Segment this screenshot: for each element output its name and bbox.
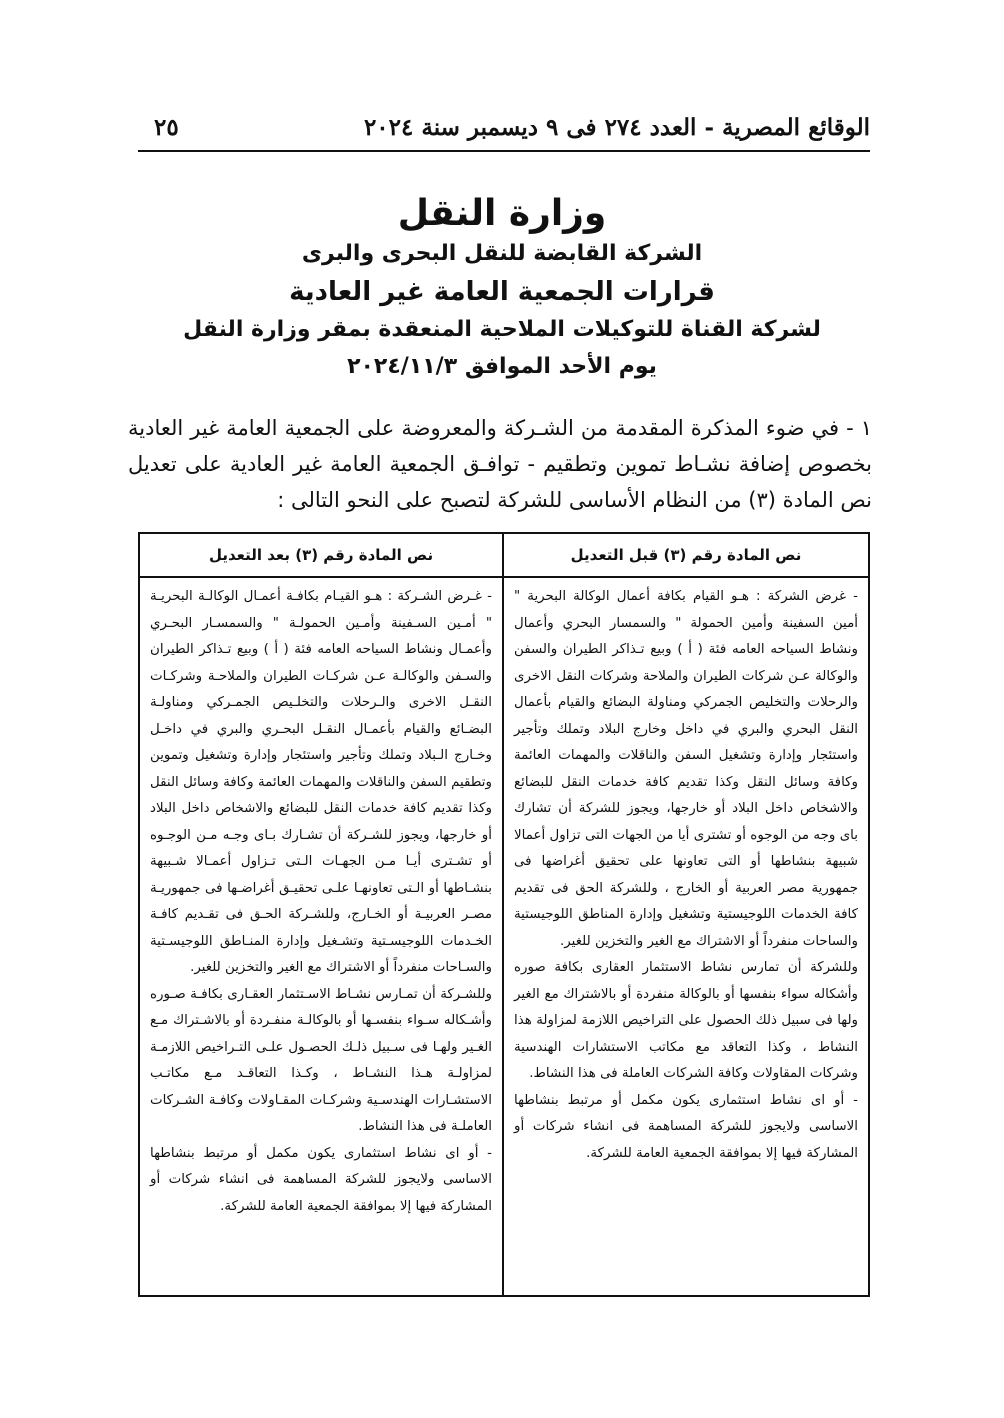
column-after-body [140,578,502,1226]
page-header [138,112,870,152]
meeting-date: يوم الأحد الموافق ٢٠٢٤/١١/٣ [347,354,657,379]
column-before-heading: نص المادة رقم (٣) قبل التعديل [504,534,868,578]
after-paragraph-2: وللشـركة أن تمـارس نشـاط الاسـتثمار العقـارى بكافـة صـوره وأشـكاله سـواء بنفسـها أو بالوكالـة منفـردة أو بالاشـتراك مـع الغـير ولهـا فى سـبيل ذلـك الحصـول علـى التـراخيص اللازمـة لمزاولـة هـذا النشـاط ، وكـذا التعاقـد مـع مكاتـب الاستشـارات الهندسـية وشركـات المقـاولات وكافـة الشـركات العاملـة فى هذا النشاط. [150,986,492,1134]
column-after-heading: نص المادة رقم (٣) بعد التعديل [140,534,502,578]
company-title: الشركة القابضة للنقل البحرى والبرى [301,241,703,266]
after-paragraph-3: - أو اى نشاط استثمارى يكون مكمل أو مرتبط بنشاطها الاساسى ولايجوز للشركة المساهمة فى انشاء شركات أو المشاركة فيها إلا بموافقة الجمعية العامة للشركة. [150,1145,492,1214]
gazette-header-text: الوقائع المصرية - العدد ٢٧٤ فى ٩ ديسمبر سنة ٢٠٢٤ [363,114,870,141]
comparison-table [138,532,870,1297]
column-before [504,534,868,1295]
before-paragraph-1: - غرض الشركة : هـو القيام بكافة أعمال الوكالة البحرية " أمين السفينة وأمين الحمولة " والسمسار البحري وأعمال ونشاط السياحه العامه فئة ( أ ) وبيع تـذاكر الطيران والسفن والوكالة عـن شركات الطيران والملاحة وشركات النقل الاخرى والرحلات والتخليص الجمركي ومناولة البضائع والقيام بأعمال النقل البحري والبري في داخل وخارج البلاد وتملك وتأجير واستئجار وإدارة وتشغيل السفن والناقلات والمهمات العائمة وكافة وسائل النقل وكذا تقديم كافة خدمات النقل للبضائع والاشخاص داخل البلاد أو خارجها، ويجوز للشركة أن تشارك باى وجه من الوجوه أو تشترى أيا من الجهات التى تزاول أعمالا شبيهة بنشاطها أو التى تعاونها على تحقيق أغراضها فى جمهورية مصر العربية أو الخارج ، وللشركة الحق فى تقديم كافة الخدمات اللوجيستية وتشغيل وإدارة المناطق اللوجيستية والساحات منفرداً أو الاشتراك مع الغير والتخزين للغير. [514,589,858,949]
before-paragraph-3: - أو اى نشاط استثمارى يكون مكمل أو مرتبط بنشاطها الاساسى ولايجوز للشركة المساهمة فى انشاء شركات أو المشاركة فيها إلا بموافقة الجمعية العامة للشركة. [514,1092,858,1161]
column-after [140,534,504,1295]
before-paragraph-2: وللشركة أن تمارس نشاط الاستثمار العقارى بكافة صوره وأشكاله سواء بنفسها أو بالوكالة منفردة أو بالاشتراك مع الغير ولها فى سبيل ذلك الحصول على التراخيص اللازمة لمزاولة هذا النشاط ، وكذا التعاقد مع مكاتب الاستشارات الهندسية وشركات المقاولات وكافة الشركات العاملة فى هذا النشاط. [514,960,858,1081]
column-before-body [504,578,868,1173]
title-block [130,192,874,386]
after-paragraph-1: - غـرض الشـركة : هـو القيـام بكافـة أعمـال الوكالـة البحريـة " أمـين السـفينة وأمـين الحمولـة " والسمسـار البحـري وأعمـال ونشاط السياحه العامه فئة ( أ ) وبيع تـذاكر الطيران والسـفن والوكالـة عـن شركـات الطيران والملاحـة وشركـات النقـل الاخرى والـرحلات والتخلـيص الجمـركي ومناولـة البضـائع والقيام بأعمـال النقـل البحـري والبري في داخـل وخـارج الـبلاد وتملك وتأجير واستئجار وإدارة وتشغيل وتموين وتطقيم السفن والناقلات والمهمات العائمة وكافة وسائل النقل وكذا تقديم كافة خدمات النقل للبضائع والاشخاص داخل البلاد أو خارجها، ويجوز للشـركة أن تشـارك بـاى وجـه مـن الوجـوه أو تشـترى أيـا مـن الجهـات الـتى تـزاول أعمـالا شـبيهة بنشـاطها أو الـتى تعاونهـا علـى تحقيـق أغراضـها فى جمهوريـة مصـر العربيـة أو الخـارج، وللشـركة الحـق فى تقـديم كافـة الخـدمات اللوجيسـتية وتشـغيل وإدارة المنـاطق اللوجيسـتية والسـاحات منفرداً أو الاشتراك مع الغير والتخزين للغير. [150,589,492,975]
decisions-title: قرارات الجمعية العامة غير العادية [289,277,715,307]
ministry-title: وزارة النقل [397,193,607,234]
page-number: ٢٥ [154,114,179,141]
intro-paragraph: ١ - في ضوء المذكرة المقدمة من الشـركة والمعروضة على الجمعية العامة غير العادية بخصوص إضافة نشـاط تموين وتطقيم - توافـق الجمعية العامة غير العادية على تعديل نص المادة (٣) من النظام الأساسى للشركة لتصبح على النحو التالى : [128,416,872,512]
meeting-title: لشركة القناة للتوكيلات الملاحية المنعقدة بمقر وزارة النقل [183,317,821,342]
